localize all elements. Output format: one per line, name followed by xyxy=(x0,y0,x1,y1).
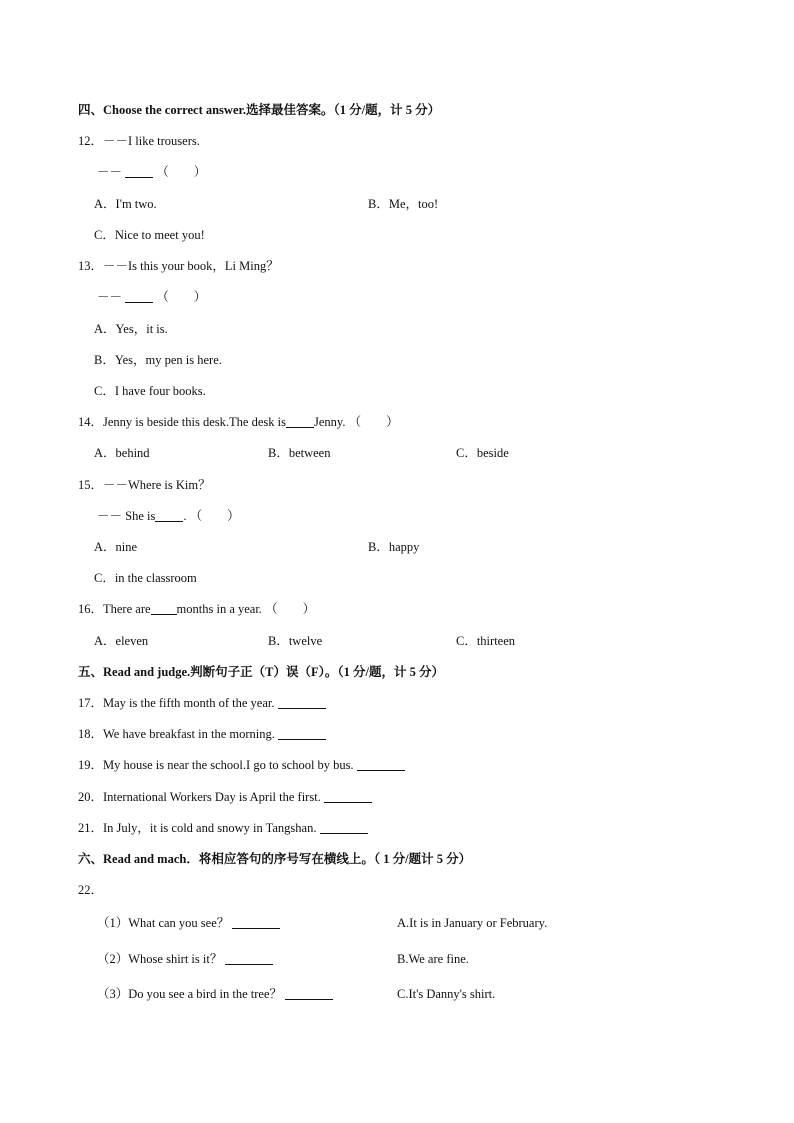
answer-blank[interactable] xyxy=(357,758,405,771)
stem-part: Jenny. xyxy=(313,415,346,429)
option-16-c[interactable]: C．thirteen xyxy=(456,634,516,648)
question-12-stem: 12．－－I like trousers. xyxy=(78,134,200,148)
match-question-text: （1）What can you see？ xyxy=(97,916,230,930)
option-16-b[interactable]: B．twelve xyxy=(268,634,323,648)
match-question xyxy=(97,915,280,931)
option-16-a[interactable]: A．eleven xyxy=(94,634,149,648)
judge-statement: 20．International Workers Day is April the first. xyxy=(78,790,321,804)
answer-blank[interactable] xyxy=(125,290,153,303)
judge-statement: 17．May is the fifth month of the year. xyxy=(78,696,275,710)
match-answer: A.It is in January or February. xyxy=(397,916,548,930)
answer-blank[interactable] xyxy=(278,696,326,709)
option-14-a[interactable]: A．behind xyxy=(94,446,150,460)
stem-part: 16．There are xyxy=(78,602,151,616)
answer-blank[interactable] xyxy=(324,790,372,803)
option-12-a[interactable]: A．I'm two. xyxy=(94,197,157,211)
answer-blank[interactable] xyxy=(155,509,183,522)
question-16-stem xyxy=(78,601,315,617)
judge-item xyxy=(78,789,372,805)
answer-blank[interactable] xyxy=(225,952,273,965)
match-question xyxy=(97,951,273,967)
stem-part: 14．Jenny is beside this desk.The desk is xyxy=(78,415,286,429)
match-question xyxy=(97,986,333,1002)
question-12-response xyxy=(97,164,206,180)
option-14-c[interactable]: C．beside xyxy=(456,446,509,460)
match-answer: B.We are fine. xyxy=(397,952,469,966)
question-15-stem: 15．－－Where is Kim？ xyxy=(78,478,211,492)
option-15-b[interactable]: B．happy xyxy=(368,540,420,554)
response-text: －－ She is xyxy=(97,509,156,523)
answer-blank[interactable] xyxy=(232,916,280,929)
judge-item xyxy=(78,820,368,836)
judge-item xyxy=(78,726,326,742)
option-12-b[interactable]: B．Me，too! xyxy=(368,197,439,211)
match-question-text: （3）Do you see a bird in the tree？ xyxy=(97,987,283,1001)
question-13-response xyxy=(97,289,206,305)
section-5-header: 五、Read and judge.判断句子正（T）误（F）。（1 分/题，计 5 分） xyxy=(78,665,444,679)
section-6-header: 六、Read and mach．将相应答句的序号写在横线上。（ 1 分/题计 5 分） xyxy=(78,852,472,866)
judge-item xyxy=(78,695,326,711)
answer-blank[interactable] xyxy=(320,821,368,834)
answer-paren[interactable]: （ ） xyxy=(156,165,207,179)
question-13-stem: 13．－－Is this your book，Li Ming？ xyxy=(78,259,279,273)
answer-paren[interactable]: （ ） xyxy=(156,290,207,304)
judge-item xyxy=(78,757,405,773)
answer-blank[interactable] xyxy=(151,602,177,615)
answer-blank[interactable] xyxy=(278,727,326,740)
match-question-text: （2）Whose shirt is it？ xyxy=(97,952,223,966)
option-13-a[interactable]: A．Yes，it is. xyxy=(94,322,168,336)
question-22-number: 22． xyxy=(78,883,104,897)
answer-paren[interactable]: （ ） xyxy=(348,415,399,429)
response-dashes: －－ xyxy=(97,290,123,304)
section-4-header: 四、Choose the correct answer.选择最佳答案。（1 分/题，计 5 分） xyxy=(78,103,441,117)
answer-paren[interactable]: （ ） xyxy=(189,509,240,523)
question-14-stem xyxy=(78,414,399,430)
answer-blank[interactable] xyxy=(285,987,333,1000)
question-15-response xyxy=(97,508,240,524)
answer-paren[interactable]: （ ） xyxy=(265,602,316,616)
judge-statement: 19．My house is near the school.I go to school by bus. xyxy=(78,758,354,772)
option-13-c[interactable]: C．I have four books. xyxy=(94,384,206,398)
option-12-c[interactable]: C．Nice to meet you! xyxy=(94,228,205,242)
judge-statement: 18．We have breakfast in the morning. xyxy=(78,727,275,741)
option-15-a[interactable]: A．nine xyxy=(94,540,138,554)
answer-blank[interactable] xyxy=(286,415,314,428)
option-13-b[interactable]: B．Yes，my pen is here. xyxy=(94,353,222,367)
option-15-c[interactable]: C．in the classroom xyxy=(94,571,197,585)
match-answer: C.It's Danny's shirt. xyxy=(397,987,496,1001)
stem-part: months in a year. xyxy=(176,602,262,616)
period: . xyxy=(183,509,187,523)
judge-statement: 21．In July，it is cold and snowy in Tangshan. xyxy=(78,821,317,835)
answer-blank[interactable] xyxy=(125,165,153,178)
option-14-b[interactable]: B．between xyxy=(268,446,331,460)
response-dashes: －－ xyxy=(97,165,123,179)
